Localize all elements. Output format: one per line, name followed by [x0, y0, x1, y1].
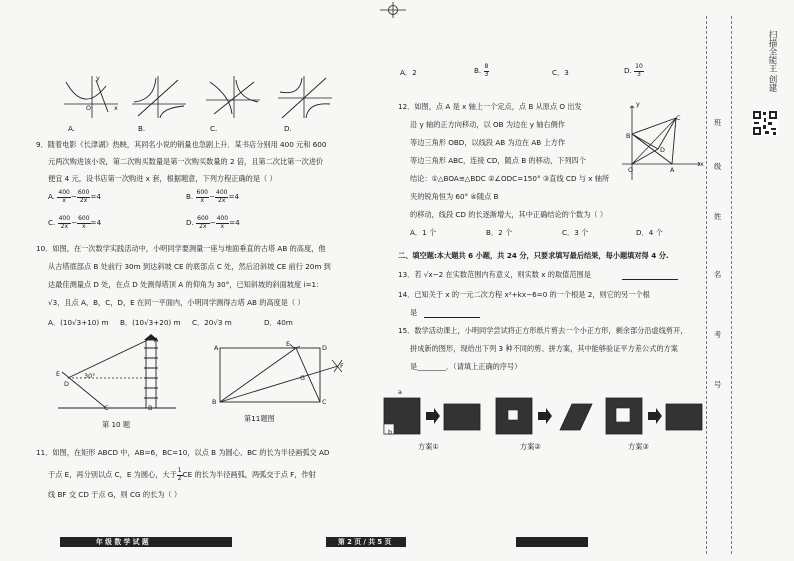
option-label: B. — [474, 66, 482, 75]
margin-char-3: 姓 — [714, 212, 722, 221]
margin-char-1: 班 — [714, 118, 722, 127]
option-tail: =4 — [229, 218, 240, 227]
q11-option-a[interactable]: A．2 — [400, 68, 417, 77]
numerator: 600 — [78, 215, 90, 222]
margin-char-2: 级 — [714, 162, 722, 171]
q8-option-d[interactable]: D. — [284, 124, 292, 133]
q11-label-a: A — [214, 344, 219, 352]
q12-label-c: C — [676, 114, 681, 122]
graph-d — [276, 74, 334, 120]
registration-mark-icon — [380, 2, 406, 18]
binding-margin — [706, 16, 732, 554]
q10-line-4: √3，且点 A，B，C，D，E 在同一平面内，小明同学测得古塔 AB 的高度是（ ） — [48, 298, 305, 307]
q11-figure — [208, 340, 348, 408]
q8-option-a[interactable]: A. — [68, 124, 76, 133]
q11-option-c[interactable]: C．3 — [552, 68, 569, 77]
q15-line-2: 拼成新的图形，现给出下列 3 种不同的剪、拼方案，其中能够验证平方差公式的方案 — [410, 344, 678, 353]
numerator: 10 — [635, 63, 643, 70]
q11-label-f: F — [340, 362, 344, 370]
q14-line-1: 14．已知关于 x 的一元二次方程 x²+kx−6=0 的一个根是 2，则它的另一个根 — [398, 290, 650, 299]
footer-bar-right — [516, 537, 588, 547]
graph-x-label: x — [114, 104, 118, 112]
q9-line-2: 元两次购进该小说，第二次购买数量是第一次购买数量的 2 倍，且第二次比第一次进价 — [48, 157, 324, 166]
scheme-label-b: b — [388, 428, 393, 436]
numerator: 400 — [216, 215, 229, 222]
denominator: x — [200, 196, 205, 204]
graph-b — [130, 74, 188, 120]
q11-line-3: 线 BF 交 CD 于点 G，则 CG 的长为（ ） — [48, 490, 182, 499]
scheme-1-caption: 方案① — [418, 442, 439, 451]
q12-label-x: x — [700, 160, 704, 168]
q10-label-c: C — [104, 404, 109, 412]
q11-label-d: D — [322, 344, 327, 352]
qr-code-icon — [752, 110, 778, 136]
q13-text: 13．若 √x−2 在实数范围内有意义，则实数 x 的取值范围是 — [398, 270, 591, 279]
q12-label-a: A — [670, 166, 675, 174]
numerator: 400 — [58, 189, 70, 196]
scheme-3-caption: 方案③ — [628, 442, 649, 451]
margin-char-6: 号 — [714, 380, 722, 389]
q11-label-c: C — [322, 398, 327, 406]
q12-line-5: 结论：①△BOA≌△BDC ②∠ODC=150° ③直线 CD 与 x 轴所 — [410, 174, 610, 183]
q14-answer-blank[interactable] — [424, 317, 480, 318]
numerator: 600 — [196, 189, 208, 196]
scheme-1-figure — [382, 396, 482, 436]
q12-label-y: y — [636, 100, 640, 108]
q10-label-d: D — [64, 380, 69, 388]
q12-line-6: 夹的锐角恒为 60° ④随点 B — [410, 192, 499, 201]
q12-line-2: 沿 y 轴的正方向移动，以 OB 为边在 y 轴右侧作 — [410, 120, 565, 129]
q10-option-a[interactable]: A．(10√3+10) m — [48, 318, 109, 327]
scheme-2-caption: 方案② — [520, 442, 541, 451]
margin-char-4: 名 — [714, 270, 722, 279]
scheme-3-figure — [604, 396, 704, 436]
q14-line-2: 是 — [410, 308, 418, 317]
numerator: 400 — [58, 215, 71, 222]
q10-label-e: E — [56, 370, 61, 378]
q10-label-b: B — [148, 404, 153, 412]
q9-option-a[interactable]: A. $\frac{400}{x}$ − $\frac{600}{2x}$ =4 — [48, 189, 101, 204]
q12-option-b[interactable]: B．2 个 — [486, 228, 513, 237]
q9-line-1: 9．随着电影《长津湖》热映，其同名小说的销量也急剧上升．某书店分别用 400 元和 600 — [36, 140, 327, 149]
q11-caption: 第11题图 — [244, 414, 275, 423]
denominator: x — [62, 196, 66, 204]
q13-answer-blank[interactable] — [622, 279, 678, 280]
margin-char-5: 考 — [714, 330, 722, 339]
denominator: x — [82, 222, 86, 230]
q10-option-b[interactable]: B．(10√3+20) m — [120, 318, 181, 327]
q10-option-c[interactable]: C．20√3 m — [192, 318, 232, 327]
option-label: D. — [186, 218, 194, 227]
option-tail: =4 — [228, 192, 240, 201]
q10-label-angle: 30° — [84, 372, 96, 380]
denominator: 2x — [218, 196, 226, 204]
option-tail: =4 — [90, 192, 101, 201]
q10-option-d[interactable]: D．40m — [264, 318, 293, 327]
numerator: 600 — [77, 189, 90, 196]
q8-option-c[interactable]: C. — [210, 124, 218, 133]
q12-line-4: 等边三角形 ABC，连接 CD，随点 B 的移动，下列四个 — [410, 156, 586, 165]
option-label: A. — [48, 192, 56, 201]
q11-option-b[interactable] — [474, 64, 489, 78]
q11-line-2-head: 于点 E，再分别以点 C，E 为圆心，大于 — [48, 470, 177, 479]
q12-line-1: 12．如图，点 A 是 x 轴上一个定点，点 B 从原点 O 出发 — [398, 102, 582, 111]
numerator: 8 — [484, 63, 489, 70]
footer-subject: 年 级 数 学 试 题 — [96, 538, 149, 546]
q12-option-d[interactable]: D．4 个 — [636, 228, 663, 237]
q11-line-2 — [48, 468, 316, 482]
section2-title: 二、填空题:本大题共 6 小题，共 24 分，只要求填写最后结果，每小题填对得 4 分. — [398, 251, 669, 260]
q15-line-1: 15．数学活动课上，小明同学尝试将正方形纸片剪去一个小正方形，剩余部分沿虚线剪开， — [398, 326, 688, 335]
q11-line-2-tail: CE 的长为半径画弧，两弧交于点 F，作射 — [182, 470, 316, 479]
denominator: 2x — [199, 222, 207, 230]
q11-label-e: E — [286, 340, 291, 348]
option-label: C. — [48, 218, 56, 227]
q10-line-3: 达最佳测量点 D 处，在点 D 处测得塔顶 A 的仰角为 30°，已知斜坡的斜面坡度 i=1： — [48, 280, 324, 289]
numerator: 1 — [177, 467, 182, 474]
q12-option-a[interactable]: A．1 个 — [410, 228, 437, 237]
numerator: 400 — [216, 189, 228, 196]
denominator: 3 — [484, 70, 489, 78]
q9-option-b[interactable]: B. $\frac{600}{x}$ − $\frac{400}{2x}$ =4 — [186, 189, 240, 204]
scheme-label-a: a — [398, 388, 402, 396]
q10-line-2: 从古塔底部点 B 处前行 30m 到达斜坡 CE 的底部点 C 处，然后沿斜坡 CE 前行 20m 到 — [48, 262, 331, 271]
page-number: 第 2 页 / 共 5 页 — [338, 538, 392, 546]
q11-line-1: 11．如图，在矩形 ABCD 中，AB=6，BC=10，以点 B 为圆心、BC 的长为半径画弧交 AD — [36, 448, 330, 457]
q11-label-b: B — [212, 398, 217, 406]
q11-label-g: G — [300, 374, 305, 382]
q15-line-3: 是________．（请填上正确的序号） — [410, 362, 522, 371]
q8-option-b[interactable]: B. — [138, 124, 146, 133]
q12-label-o: O — [628, 166, 634, 174]
q9-option-d[interactable]: D. $\frac{600}{2x}$ − $\frac{400}{x}$ =4 — [186, 215, 240, 230]
q12-label-b: B — [626, 132, 631, 140]
numerator: 600 — [197, 215, 209, 222]
denominator: 2 — [177, 474, 182, 482]
q10-caption: 第 10 题 — [102, 420, 131, 429]
q12-line-7: 的移动，线段 CD 的长逐渐增大，其中正确结论的个数为（ ） — [410, 210, 608, 219]
option-label: D. — [624, 66, 632, 75]
denominator: x — [220, 222, 225, 230]
option-label: B. — [186, 192, 194, 201]
option-tail: =4 — [90, 218, 102, 227]
q11-option-d[interactable] — [624, 64, 644, 78]
q9-option-c[interactable]: C. $\frac{400}{2x}$ − $\frac{600}{x}$ =4 — [48, 215, 102, 230]
q9-line-3: 便宜 4 元，设书店第一次购进 x 套，根据题意，下列方程正确的是（ ） — [48, 174, 277, 183]
graph-o-label: O — [86, 104, 92, 112]
denominator: 2x — [79, 196, 88, 204]
q12-option-c[interactable]: C．3 个 — [562, 228, 589, 237]
graph-a — [62, 74, 120, 120]
scheme-2-figure — [494, 396, 594, 436]
graph-y-label: y — [96, 74, 100, 82]
denominator: 2x — [60, 222, 69, 230]
q12-label-d: D — [660, 146, 665, 154]
scanner-watermark: 扫描全能王 创建 — [767, 30, 777, 93]
denominator: 3 — [637, 70, 641, 78]
q10-label-a: A — [154, 336, 159, 344]
q10-figure — [48, 334, 178, 414]
q10-line-1: 10．如图，在一次数学实践活动中，小明同学要测量一座与地面垂直的古塔 AB 的高度，他 — [36, 244, 326, 253]
q12-line-3: 等边三角形 OBD，以线段 AB 为边在 AB 上方作 — [410, 138, 566, 147]
graph-c — [204, 74, 262, 120]
